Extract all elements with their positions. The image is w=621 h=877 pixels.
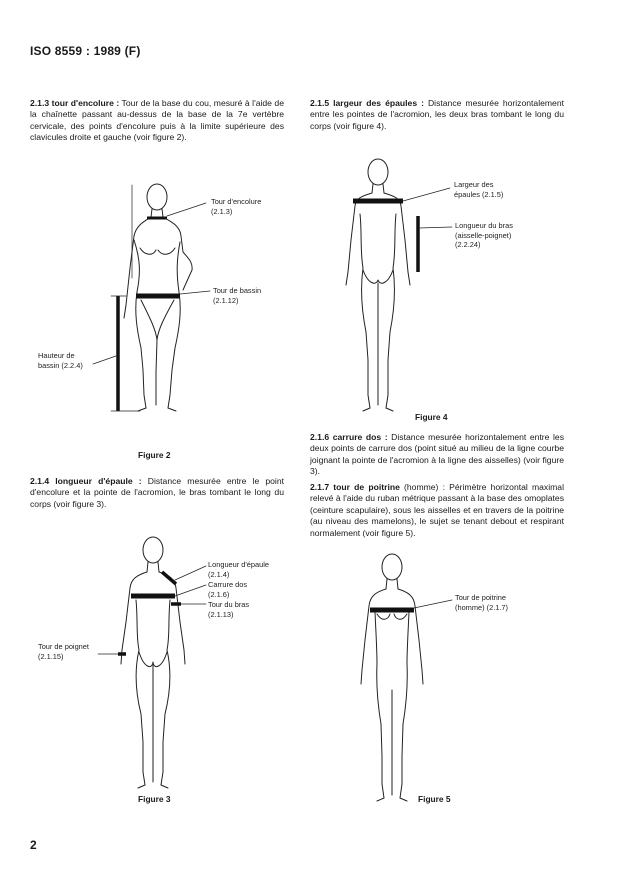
figure-5-caption: Figure 5 xyxy=(418,794,451,804)
section-body: Tour de la base du cou, mesuré à l'aide de la chaînette passant au-dessus de la base de la 7e vertèbre cervicale, des points d'encolure puis à la limite supérieure des clavicules droite et gauche (voir figure 2). xyxy=(30,98,284,143)
figure-3-body xyxy=(98,537,206,788)
figure-5-body xyxy=(361,554,452,801)
section-body: Distance mesurée horizontalement entre les pointes de l'acromion, les deux bras tombant le long du corps (voir figure 4). xyxy=(310,98,564,131)
section-number: 2.1.5 xyxy=(310,98,330,108)
section-2-1-7 xyxy=(310,482,564,539)
label-line: (2.2.24) xyxy=(455,240,481,250)
label-line: (2.1.13) xyxy=(208,609,234,619)
label-line: épaules (2.1.5) xyxy=(454,189,504,199)
section-term: longueur d'épaule : xyxy=(55,476,142,486)
label-tour-bassin xyxy=(213,286,261,305)
section-term: tour de poitrine xyxy=(333,482,400,492)
label-line: Tour de bassin xyxy=(213,286,262,295)
label-line: (homme) (2.1.7) xyxy=(455,602,508,612)
figure-2-body xyxy=(93,184,210,411)
section-term: largeur des épaules : xyxy=(333,98,424,108)
label-line: Hauteur de xyxy=(38,351,75,360)
label-line: (2.1.12) xyxy=(213,295,239,305)
section-body: (homme) : Périmètre horizontal maximal relevé à l'aide du ruban métrique passant à la base des omoplates (ceinture scapulaire), sous les aisselles et en travers de la poitrine (au niveau des mamelons), le sujet se tenant debout et respirant normalement (voir figure 5). xyxy=(310,482,564,538)
label-tour-poignet xyxy=(38,642,89,661)
section-term: carrure dos : xyxy=(332,432,388,442)
label-line: Tour du bras xyxy=(208,600,250,609)
label-line: (2.1.15) xyxy=(38,651,64,661)
section-number: 2.1.3 xyxy=(30,98,50,108)
label-line: (2.1.4) xyxy=(208,569,230,579)
figure-4-caption: Figure 4 xyxy=(415,412,448,422)
label-line: Tour d'encolure xyxy=(211,197,262,206)
label-line: Tour de poignet xyxy=(38,642,89,651)
label-line: (2.1.6) xyxy=(208,589,230,599)
label-carrure-dos xyxy=(208,580,247,599)
section-body: Distance mesurée entre le point d'encolure et la pointe de l'acromion, le bras tombant le long du corps (voir figure 3). xyxy=(30,476,284,509)
label-line: (2.1.3) xyxy=(211,206,233,216)
section-term: tour d'encolure : xyxy=(51,98,120,108)
section-2-1-6 xyxy=(310,432,564,478)
label-line: Longueur du bras xyxy=(455,221,513,230)
page-number: 2 xyxy=(30,838,37,852)
label-tour-poitrine xyxy=(455,593,508,612)
document-header: ISO 8559 : 1989 (F) xyxy=(30,44,141,58)
figure-4-body xyxy=(346,159,452,411)
label-longueur-epaule xyxy=(208,560,269,579)
label-line: Longueur d'épaule xyxy=(208,560,270,569)
label-tour-bras xyxy=(208,600,249,619)
section-body: Distance mesurée horizontalement entre les deux points de carrure dos (point situé au milieu de la ligne courbe joignant la pointe de l'acromion à la ligne des aisselles) (voir figure 3). xyxy=(310,432,565,477)
figure-3-caption: Figure 3 xyxy=(138,794,171,804)
label-line: bassin (2.2.4) xyxy=(38,360,83,370)
section-2-1-4 xyxy=(30,476,284,510)
label-line: (aisselle-poignet) xyxy=(455,230,512,240)
label-largeur-epaules xyxy=(454,180,503,199)
section-number: 2.1.7 xyxy=(310,482,330,492)
label-tour-encolure xyxy=(211,197,261,216)
section-number: 2.1.6 xyxy=(310,432,330,442)
label-hauteur-bassin xyxy=(38,351,83,370)
label-line: Carrure dos xyxy=(208,580,248,589)
section-number: 2.1.4 xyxy=(30,476,50,486)
label-line: Largeur des xyxy=(454,180,494,189)
label-line: Tour de poitrine xyxy=(455,593,506,602)
figure-2-caption: Figure 2 xyxy=(138,450,171,460)
label-longueur-bras xyxy=(455,221,513,250)
